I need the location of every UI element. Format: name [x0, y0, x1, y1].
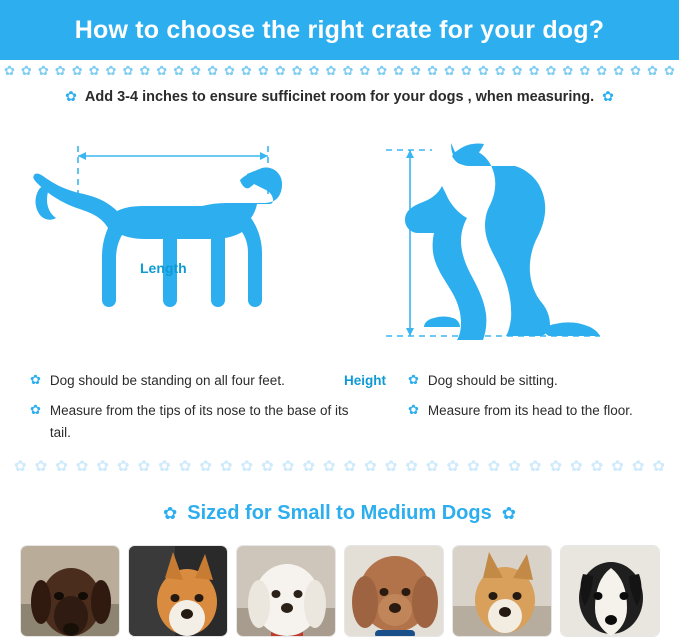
paw-icon: ✿	[240, 62, 252, 78]
paw-icon: ✿	[325, 62, 337, 78]
paw-icon: ✿	[173, 62, 185, 78]
paw-icon: ✿	[460, 62, 472, 78]
paw-icon: ✿	[359, 62, 371, 78]
paw-icon: ✿	[596, 62, 608, 78]
paw-icon: ✿	[376, 62, 388, 78]
paw-icon: ✿	[343, 457, 357, 475]
paw-icon: ✿	[611, 457, 624, 475]
paw-icon: ✿	[139, 62, 151, 78]
paw-icon: ✿	[393, 62, 405, 78]
paw-icon: ✿	[122, 62, 134, 78]
paw-icon: ✿	[477, 62, 489, 78]
paw-icon: ✿	[105, 62, 117, 78]
paw-icon: ✿	[34, 457, 48, 475]
paw-icon: ✿	[508, 457, 521, 475]
paw-icon: ✿	[630, 62, 642, 78]
list-item-text: Dog should be sitting.	[427, 373, 558, 388]
paw-icon: ✿	[647, 62, 658, 78]
maltese-photo	[236, 545, 336, 637]
paw-icon: ✿	[511, 62, 523, 78]
paw-icon: ✿	[116, 457, 130, 475]
paw-icon: ✿	[494, 62, 506, 78]
paw-icon: ✿	[199, 457, 212, 475]
paw-divider	[0, 452, 679, 480]
subtitle-row	[0, 88, 679, 105]
list-item	[30, 400, 350, 444]
header-banner	[0, 0, 679, 60]
paw-icon: ✿	[467, 457, 480, 475]
paw-icon: ✿	[528, 457, 542, 475]
paw-icon: ✿	[364, 457, 377, 475]
paw-icon: ✿	[427, 62, 438, 78]
shiba-inu-photo	[452, 545, 552, 637]
paw-icon: ✿	[308, 62, 320, 78]
sized-for-section	[0, 502, 679, 525]
list-item	[408, 370, 658, 392]
paw-icon: ✿	[562, 62, 574, 78]
paw-icon: ✿	[4, 62, 15, 78]
paw-icon: ✿	[342, 62, 354, 78]
paw-icon: ✿	[207, 62, 218, 78]
paw-icon: ✿	[88, 62, 100, 78]
paw-icon: ✿	[37, 62, 49, 78]
paw-icon: ✿	[545, 62, 557, 78]
paw-icon: ✿	[30, 402, 41, 417]
list-item-text: Measure from the tips of its nose to the base of its tail.	[49, 403, 349, 440]
paw-icon: ✿	[261, 457, 274, 475]
dog-diagram-svg	[0, 128, 679, 356]
list-item-text: Dog should be standing on all four feet.	[49, 373, 285, 388]
paw-icon: ✿	[663, 62, 675, 78]
paw-icon: ✿	[75, 457, 89, 475]
subtitle-text: Add 3-4 inches to ensure sufficinet room for your dogs , when measuring.	[84, 88, 595, 105]
paw-icon: ✿	[613, 62, 625, 78]
paw-icon: ✿	[425, 457, 439, 475]
paw-icon: ✿	[549, 457, 563, 475]
paw-icon: ✿	[602, 88, 614, 104]
paw-icon: ✿	[178, 457, 192, 475]
paw-icon: ✿	[54, 62, 66, 78]
paw-icon: ✿	[590, 457, 604, 475]
paw-icon: ✿	[257, 62, 269, 78]
paw-icon: ✿	[223, 62, 235, 78]
paw-icon: ✿	[446, 457, 460, 475]
paw-icon: ✿	[631, 457, 645, 475]
list-item	[30, 370, 360, 392]
paw-strip-top	[0, 60, 679, 80]
instruction-list	[0, 362, 679, 442]
paw-icon: ✿	[14, 457, 27, 475]
paw-icon: ✿	[410, 62, 422, 78]
paw-icon: ✿	[219, 457, 233, 475]
poodle-photo	[344, 545, 444, 637]
paw-icon: ✿	[405, 457, 418, 475]
paw-icon: ✿	[291, 62, 303, 78]
list-item	[408, 400, 658, 422]
dachshund-photo	[20, 545, 120, 637]
paw-icon: ✿	[20, 62, 32, 78]
paw-icon: ✿	[408, 372, 419, 387]
paw-icon: ✿	[570, 457, 583, 475]
paw-icon: ✿	[302, 457, 315, 475]
paw-icon: ✿	[274, 62, 286, 78]
paw-icon: ✿	[137, 457, 151, 475]
paw-icon: ✿	[579, 62, 591, 78]
paw-icon: ✿	[158, 457, 171, 475]
list-item-text: Measure from its head to the floor.	[427, 403, 633, 418]
border-collie-photo	[560, 545, 660, 637]
paw-icon: ✿	[163, 503, 178, 523]
paw-icon: ✿	[652, 457, 665, 475]
length-label: Length	[140, 260, 187, 276]
paw-icon: ✿	[501, 503, 516, 523]
paw-icon: ✿	[443, 62, 455, 78]
paw-icon: ✿	[281, 457, 295, 475]
page-title: How to choose the right crate for your dog?	[74, 15, 605, 44]
paw-icon: ✿	[190, 62, 202, 78]
paw-icon: ✿	[487, 457, 501, 475]
height-label: Height	[344, 373, 386, 388]
paw-icon: ✿	[71, 62, 83, 78]
paw-icon: ✿	[408, 402, 419, 417]
sized-for-title: Sized for Small to Medium Dogs	[187, 502, 492, 524]
paw-icon: ✿	[384, 457, 398, 475]
paw-icon: ✿	[322, 457, 336, 475]
paw-icon: ✿	[65, 88, 77, 104]
paw-icon: ✿	[528, 62, 540, 78]
paw-icon: ✿	[240, 457, 254, 475]
corgi-photo	[128, 545, 228, 637]
paw-icon: ✿	[156, 62, 168, 78]
paw-icon: ✿	[55, 457, 68, 475]
dog-photo-strip	[20, 545, 660, 635]
paw-icon: ✿	[30, 372, 41, 387]
paw-icon: ✿	[96, 457, 109, 475]
